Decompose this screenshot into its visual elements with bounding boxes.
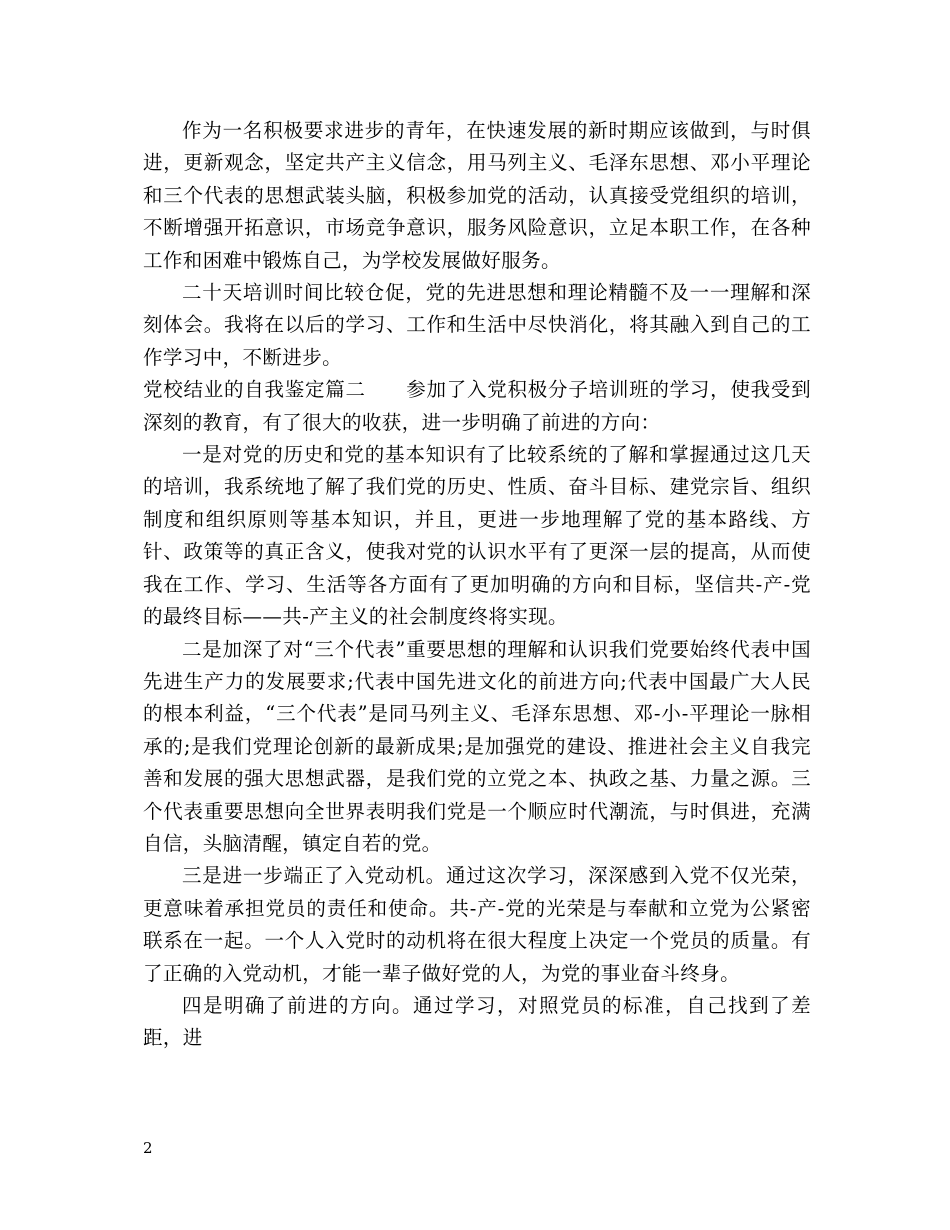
paragraph-section-two-intro: 党校结业的自我鉴定篇二 参加了入党积极分子培训班的学习，使我受到深刻的教育，有了很大的收获，进一步明确了前进的方向： (143, 378, 811, 434)
paragraph-point-three: 三是进一步端正了入党动机。通过这次学习，深深感到入党不仅光荣，更意味着承担党员的责任和使命。共-产-党的光荣是与奉献和立党为公紧密联系在一起。一个人入党时的动机将在很大程度上决定一个党员的质量。有了正确的入党动机，才能一辈子做好党的人，为党的事业奋斗终身。 (143, 864, 811, 985)
page-number: 2 (143, 1139, 153, 1157)
paragraph-point-one: 一是对党的历史和党的基本知识有了比较系统的了解和掌握通过这几天的培训，我系统地了解了我们党的历史、性质、奋斗目标、建党宗旨、组织制度和组织原则等基本知识，并且，更进一步地理解了党的基本路线、方针、政策等的真正含义，使我对党的认识水平有了更深一层的提高，从而使我在工作、学习、生活等各方面有了更加明确的方向和目标，坚信共-产-党的最终目标——共-产主义的社会制度终将实现。 (143, 443, 811, 629)
document-body (143, 115, 811, 1055)
paragraph-point-two: 二是加深了对“三个代表”重要思想的理解和认识我们党要始终代表中国先进生产力的发展要求;代表中国先进文化的前进方向;代表中国最广大人民的根本利益，“三个代表”是同马列主义、毛泽东思想、邓-小-平理论一脉相承的;是我们党理论创新的最新成果;是加强党的建设、推进社会主义自我完善和发展的强大思想武器，是我们党的立党之本、执政之基、力量之源。三个代表重要思想向全世界表明我们党是一个顺应时代潮流，与时俱进，充满自信，头脑清醒，镇定自若的党。 (143, 637, 811, 855)
paragraph-point-four: 四是明确了前进的方向。通过学习，对照党员的标准，自己找到了差距，进 (143, 993, 811, 1050)
paragraph-training-reflection: 二十天培训时间比较仓促，党的先进思想和理论精髓不及一一理解和深刻体会。我将在以后的学习、工作和生活中尽快消化，将其融入到自己的工作学习中，不断进步。 (143, 281, 811, 369)
paragraph-youth-commitment: 作为一名积极要求进步的青年，在快速发展的新时期应该做到，与时俱进，更新观念，坚定共产主义信念，用马列主义、毛泽东思想、邓小平理论和三个代表的思想武装头脑，积极参加党的活动，认真接受党组织的培训，不断增强开拓意识，市场竞争意识，服务风险意识，立足本职工作，在各种工作和困难中锻炼自己，为学校发展做好服务。 (143, 119, 811, 272)
